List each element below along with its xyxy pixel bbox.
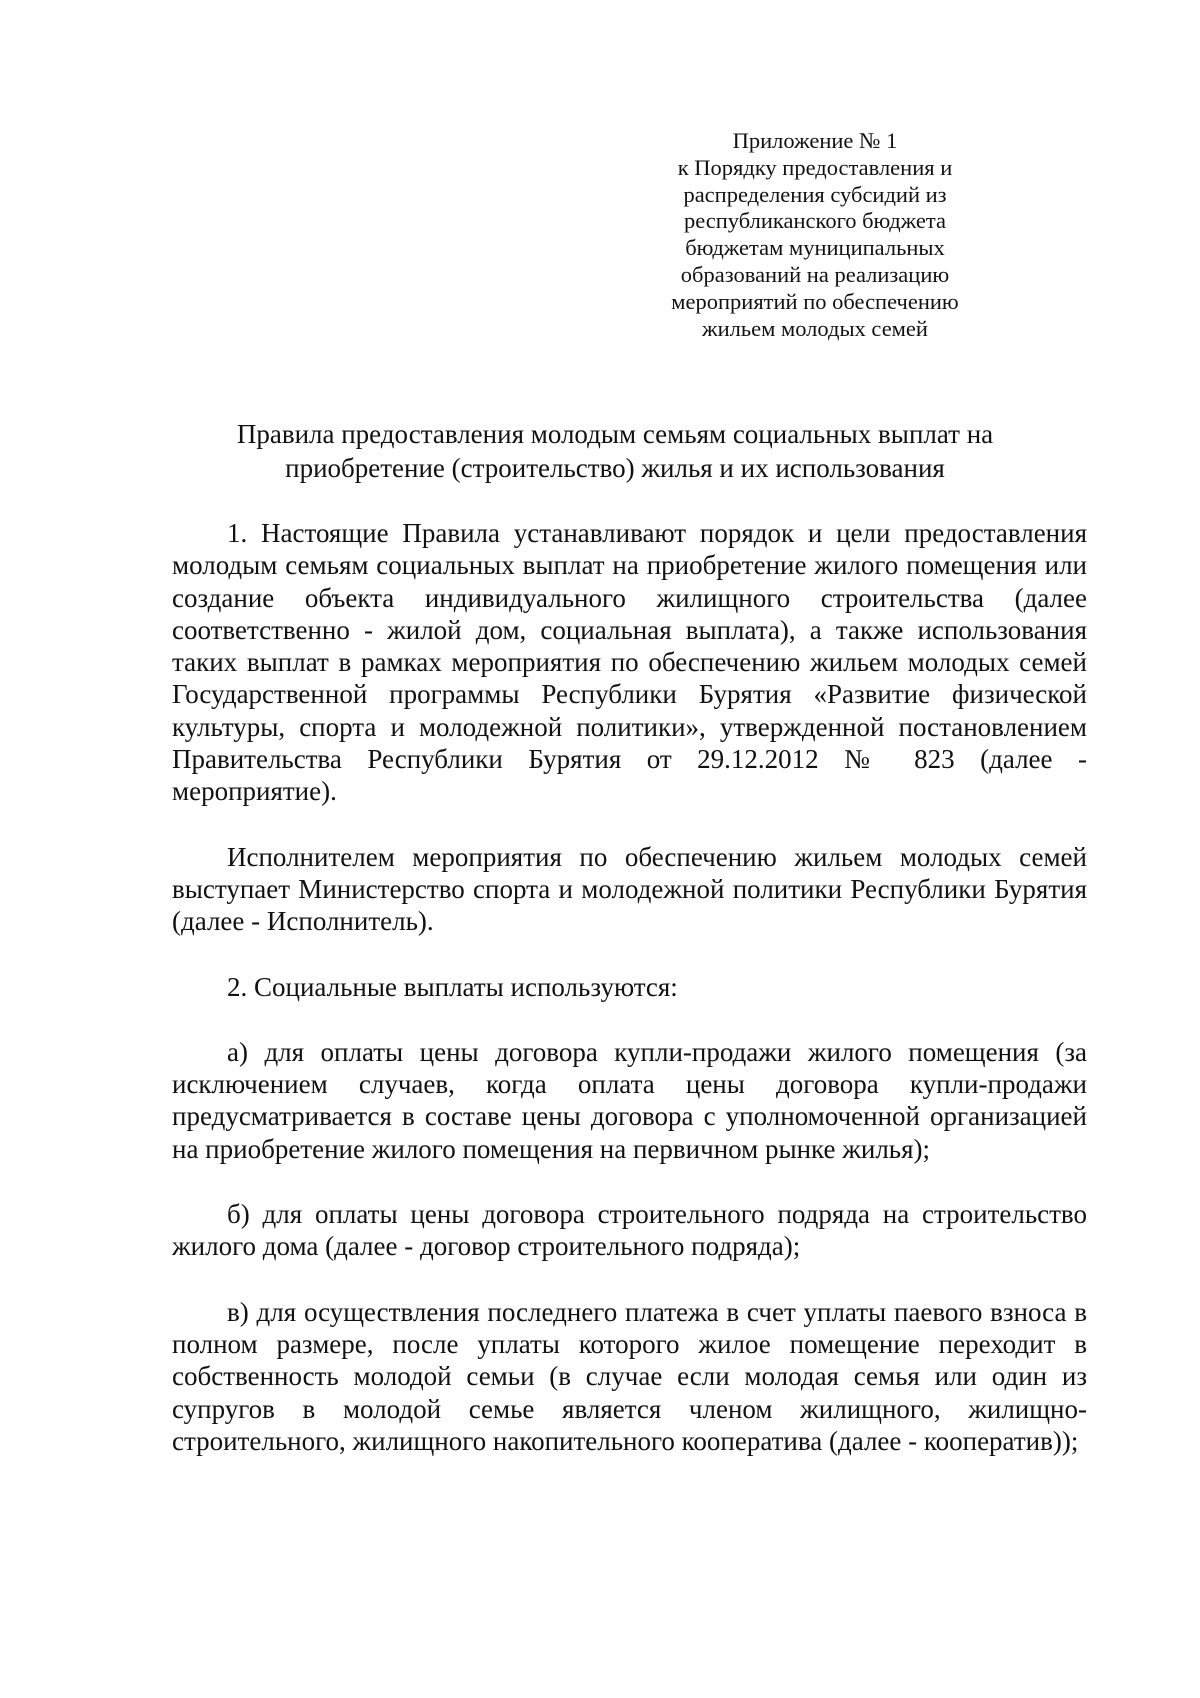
appendix-line: республиканского бюджета	[683, 208, 946, 234]
document-body	[172, 517, 1087, 1457]
paragraph-5: б) для оплаты цены договора строительного подряда на строительство жилого дома (далее - договор строительного подряда);	[172, 1199, 1087, 1262]
appendix-header	[655, 128, 975, 342]
appendix-line: жильем молодых семей	[702, 315, 928, 341]
paragraph-3: 2. Социальные выплаты используются:	[227, 971, 678, 1002]
appendix-line: мероприятий по обеспечению	[671, 288, 959, 314]
appendix-line: к Порядку предоставления и	[677, 154, 953, 180]
document-title	[170, 417, 1060, 485]
document-title-line-1: Правила предоставления молодым семьям социальных выплат на	[236, 419, 994, 449]
paragraph-6: в) для осуществления последнего платежа в счет уплаты паевого взноса в полном размере, после уплаты которого жилое помещение переходит в собственность молодой семьи (в случае если молодая семья или один из супругов в молодой семье является членом жилищного, жилищно-строительного, жилищного накопительного кооператива (далее - кооператив));	[172, 1296, 1087, 1456]
appendix-line: распределения субсидий из	[683, 181, 947, 207]
appendix-line: бюджетам муниципальных	[685, 235, 945, 261]
appendix-line: образований на реализацию	[680, 261, 950, 287]
paragraph-4: а) для оплаты цены договора купли-продажи жилого помещения (за исключением случаев, когда оплата цены договора купли-продажи предусматривается в составе цены договора с уполномоченной организацией на приобретение жилого помещения на первичном рынке жилья);	[172, 1036, 1087, 1164]
paragraph-2: Исполнителем мероприятия по обеспечению жильем молодых семей выступает Министерство спорта и молодежной политики Республики Бурятия (далее - Исполнитель).	[172, 841, 1087, 937]
paragraph-1: 1. Настоящие Правила устанавливают порядок и цели предоставления молодым семьям социальных выплат на приобретение жилого помещения или создание объекта индивидуального жилищного строительства (далее соответственно - жилой дом, социальная выплата), а также использования таких выплат в рамках мероприятия по обеспечению жильем молодых семей Государственной программы Республики Бурятия «Развитие физической культуры, спорта и молодежной политики», утвержденной постановлением Правительства Республики Бурятия от 29.12.2012 № 823 (далее - мероприятие).	[172, 518, 1087, 807]
document-title-line-2: приобретение (строительство) жилья и их использования	[285, 453, 945, 483]
appendix-line: Приложение № 1	[732, 128, 898, 153]
